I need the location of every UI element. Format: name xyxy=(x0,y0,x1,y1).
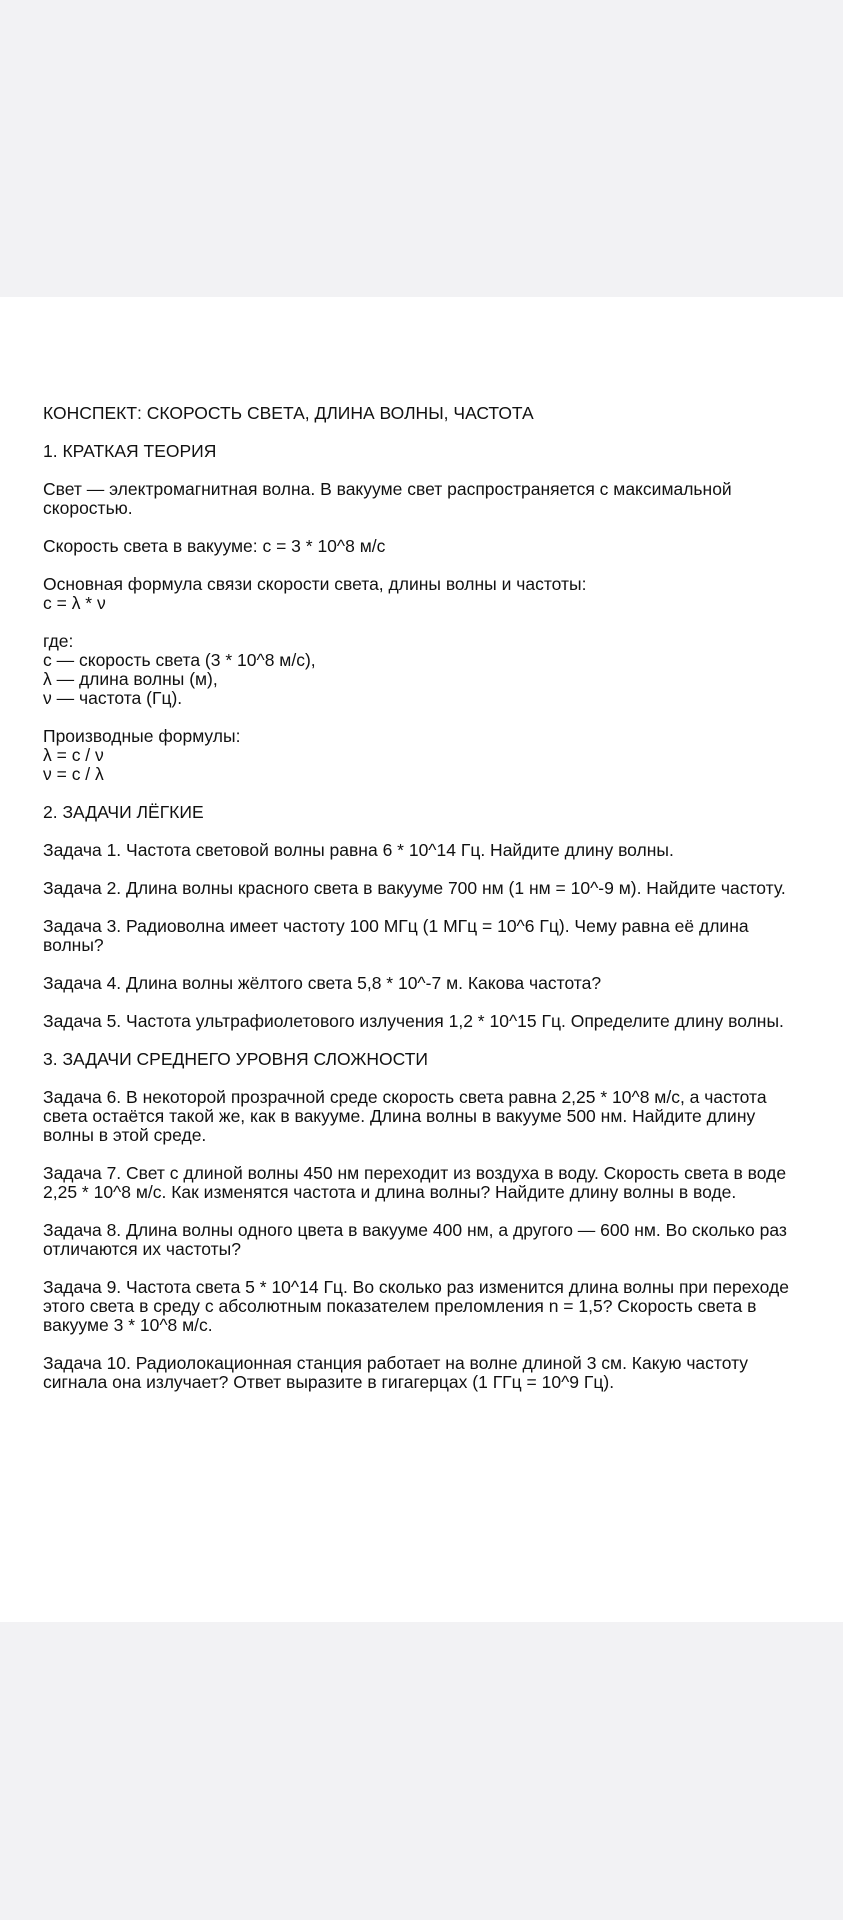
task-item: Задача 6. В некоторой прозрачной среде скорость света равна 2,25 * 10^8 м/с, а частота света остаётся такой же, как в вакууме. Длина волны в вакууме 500 нм. Найдите длину волны в этой среде. xyxy=(43,1087,767,1145)
formula-label: Основная формула связи скорости света, длины волны и частоты: xyxy=(43,574,587,594)
variables-block xyxy=(43,632,803,708)
task-item: Задача 10. Радиолокационная станция работает на волне длиной 3 см. Какую частоту сигнала она излучает? Ответ выразите в гигагерцах (1 ГГц = 10^9 Гц). xyxy=(43,1353,749,1392)
main-formula-block xyxy=(43,575,803,613)
task-item: Задача 9. Частота света 5 * 10^14 Гц. Во сколько раз изменится длина волны при переходе этого света в среду с абсолютным показателем преломления n = 1,5? Скорость света в вакууме 3 * 10^8 м/с. xyxy=(43,1277,789,1335)
variable-item: λ — длина волны (м), xyxy=(43,669,218,689)
section-3-heading: 3. ЗАДАЧИ СРЕДНЕГО УРОВНЯ СЛОЖНОСТИ xyxy=(43,1049,428,1069)
task-item: Задача 1. Частота световой волны равна 6 * 10^14 Гц. Найдите длину волны. xyxy=(43,840,674,860)
task-item: Задача 2. Длина волны красного света в вакууме 700 нм (1 нм = 10^-9 м). Найдите частоту. xyxy=(43,878,786,898)
task-item: Задача 5. Частота ультрафиолетового излучения 1,2 * 10^15 Гц. Определите длину волны. xyxy=(43,1011,784,1031)
document-page xyxy=(0,297,843,1622)
where-label: где: xyxy=(43,631,74,651)
derived-formulas-block xyxy=(43,727,803,784)
section-2-heading: 2. ЗАДАЧИ ЛЁГКИЕ xyxy=(43,802,204,822)
task-item: Задача 8. Длина волны одного цвета в вакууме 400 нм, а другого — 600 нм. Во сколько раз отличаются их частоты? xyxy=(43,1220,787,1259)
section-1-heading: 1. КРАТКАЯ ТЕОРИЯ xyxy=(43,441,217,461)
document-title: КОНСПЕКТ: СКОРОСТЬ СВЕТА, ДЛИНА ВОЛНЫ, ЧАСТОТА xyxy=(43,403,534,423)
task-item: Задача 7. Свет с длиной волны 450 нм переходит из воздуха в воду. Скорость света в воде 2,25 * 10^8 м/с. Как изменятся частота и длина волны? Найдите длину волны в воде. xyxy=(43,1163,787,1202)
derived-formula: ν = c / λ xyxy=(43,764,104,784)
task-item: Задача 3. Радиоволна имеет частоту 100 МГц (1 МГц = 10^6 Гц). Чему равна её длина волны? xyxy=(43,916,749,955)
document-content xyxy=(43,404,803,1411)
variable-item: c — скорость света (3 * 10^8 м/с), xyxy=(43,650,316,670)
speed-of-light-text: Скорость света в вакууме: c = 3 * 10^8 м/с xyxy=(43,536,386,556)
variable-item: ν — частота (Гц). xyxy=(43,688,183,708)
derived-formula: λ = c / ν xyxy=(43,745,104,765)
task-item: Задача 4. Длина волны жёлтого света 5,8 * 10^-7 м. Какова частота? xyxy=(43,973,602,993)
main-formula: c = λ * ν xyxy=(43,593,106,613)
theory-intro: Свет — электромагнитная волна. В вакууме свет распространяется с максимальной скоростью. xyxy=(43,479,732,518)
derived-label: Производные формулы: xyxy=(43,726,241,746)
